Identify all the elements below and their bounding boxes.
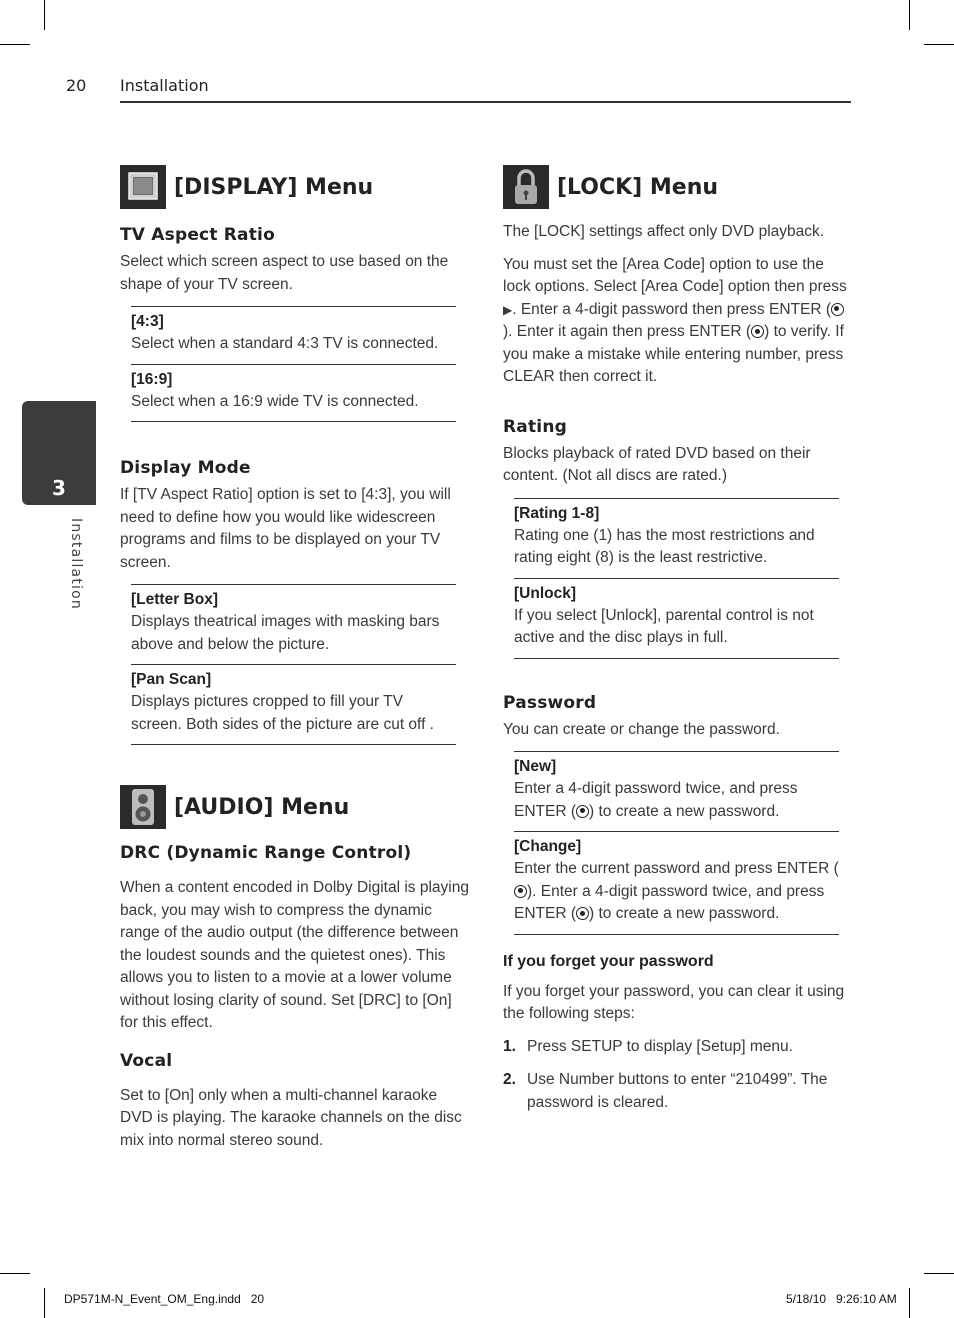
option-item bbox=[131, 665, 456, 745]
audio-menu-title: [AUDIO] Menu bbox=[174, 794, 350, 820]
chapter-number: 3 bbox=[52, 476, 66, 500]
display-mode-options bbox=[131, 584, 456, 745]
header-rule bbox=[120, 101, 851, 103]
chapter-label: Installation bbox=[68, 518, 84, 610]
rating-options bbox=[514, 498, 839, 659]
right-column bbox=[503, 165, 853, 1125]
display-mode-text: If [TV Aspect Ratio] option is set to [4:3], you will need to define how you would like widescreen programs and films to be displayed on your TV screen. bbox=[120, 486, 451, 571]
option-description: If you select [Unlock], parental control is not active and the disc plays in full. bbox=[514, 606, 814, 646]
option-label: [Pan Scan] bbox=[131, 671, 212, 688]
option-label: [16:9] bbox=[131, 370, 173, 388]
padlock-icon bbox=[503, 165, 549, 209]
crop-mark bbox=[44, 0, 45, 30]
lock-text-2: . Enter a 4-digit password then press ENTER ( bbox=[512, 300, 831, 318]
change-text-c: ) to create a new password. bbox=[589, 905, 780, 922]
lock-text-4: ) to verify. If you make a mistake while entering number, press CLEAR then correct it. bbox=[503, 323, 844, 385]
lock-menu-heading bbox=[503, 165, 853, 209]
display-menu-title: [DISPLAY] Menu bbox=[174, 174, 374, 200]
page-number: 20 bbox=[66, 76, 87, 95]
footer-timestamp: 5/18/10 9:26:10 AM bbox=[786, 1292, 897, 1306]
option-item bbox=[131, 307, 456, 365]
rating-heading: Rating bbox=[503, 416, 567, 437]
option-item bbox=[131, 365, 456, 423]
option-description: Rating one (1) has the most restrictions and rating eight (8) is the least restrictive. bbox=[514, 526, 815, 566]
step-text: Use Number buttons to enter “210499”. The password is cleared. bbox=[527, 1071, 828, 1111]
password-heading: Password bbox=[503, 692, 597, 713]
enter-icon bbox=[514, 885, 527, 898]
option-label: [Letter Box] bbox=[131, 591, 218, 608]
option-label: [Rating 1-8] bbox=[514, 504, 600, 522]
step-text: Press SETUP to display [Setup] menu. bbox=[527, 1037, 793, 1055]
footer-filename: DP571M-N_Event_OM_Eng.indd 20 bbox=[64, 1292, 265, 1306]
option-description: Select when a standard 4:3 TV is connected. bbox=[131, 335, 439, 352]
change-text-b: ). Enter a 4-digit password twice, and press ENTER ( bbox=[514, 882, 825, 922]
option-label: [Change] bbox=[514, 838, 582, 855]
password-options bbox=[514, 751, 839, 935]
crop-mark bbox=[0, 44, 30, 45]
lock-menu-title: [LOCK] Menu bbox=[557, 174, 719, 200]
left-column bbox=[120, 165, 470, 1162]
new-text-a: Enter a 4-digit password twice, and press ENTER ( bbox=[514, 780, 798, 820]
enter-icon bbox=[831, 303, 844, 316]
option-label: [New] bbox=[514, 758, 557, 775]
display-icon bbox=[120, 165, 166, 209]
crop-mark bbox=[909, 0, 910, 30]
enter-icon bbox=[576, 907, 589, 920]
option-label: [Unlock] bbox=[514, 584, 576, 602]
option-description bbox=[514, 778, 839, 823]
option-description bbox=[514, 858, 839, 926]
option-description: Select when a 16:9 wide TV is connected. bbox=[131, 392, 419, 410]
option-item bbox=[514, 579, 839, 659]
option-description: Displays pictures cropped to fill your TV screen. Both sides of the picture are cut off . bbox=[131, 693, 434, 733]
option-description: Displays theatrical images with masking bars above and below the picture. bbox=[131, 613, 440, 653]
display-mode-heading: Display Mode bbox=[120, 458, 251, 478]
change-text-a: Enter the current password and press ENTER ( bbox=[514, 860, 839, 877]
enter-icon bbox=[751, 325, 764, 338]
vocal-heading: Vocal bbox=[120, 1050, 173, 1071]
step-number: 1. bbox=[503, 1037, 516, 1055]
tv-aspect-text: Select which screen aspect to use based on the shape of your TV screen. bbox=[120, 253, 449, 293]
crop-mark bbox=[909, 1288, 910, 1318]
list-item bbox=[503, 1036, 853, 1059]
password-text: You can create or change the password. bbox=[503, 720, 780, 738]
drc-heading: DRC (Dynamic Range Control) bbox=[120, 843, 412, 863]
rating-text: Blocks playback of rated DVD based on their content. (Not all discs are rated.) bbox=[503, 444, 811, 484]
tv-aspect-heading: TV Aspect Ratio bbox=[120, 225, 275, 245]
crop-mark bbox=[44, 1288, 45, 1318]
section-title: Installation bbox=[120, 76, 209, 95]
forget-password-heading: If you forget your password bbox=[503, 952, 714, 970]
crop-mark bbox=[924, 44, 954, 45]
option-label: [4:3] bbox=[131, 313, 164, 330]
tv-aspect-options bbox=[131, 306, 456, 422]
forget-steps bbox=[503, 1036, 853, 1115]
drc-text: When a content encoded in Dolby Digital is playing back, you may wish to compress the dynamic range of the audio output (the difference between the loudest sounds and the quietest ones). This allows you to listen to a movie at a lower volume without losing clarity of sound. Set [DRC] to [On] for this effect. bbox=[120, 879, 469, 1031]
lock-text-3: ). Enter it again then press ENTER ( bbox=[503, 323, 752, 340]
step-number: 2. bbox=[503, 1071, 516, 1088]
lock-text-1: You must set the [Area Code] option to use the lock options. Select [Area Code] option then press bbox=[503, 255, 847, 295]
option-item bbox=[131, 585, 456, 665]
option-item bbox=[514, 832, 839, 935]
lock-instructions bbox=[503, 254, 853, 389]
audio-menu-heading bbox=[120, 785, 470, 829]
speaker-icon bbox=[120, 785, 166, 829]
crop-mark bbox=[924, 1273, 954, 1274]
lock-intro: The [LOCK] settings affect only DVD playback. bbox=[503, 223, 825, 240]
option-item bbox=[514, 499, 839, 579]
list-item bbox=[503, 1069, 853, 1114]
enter-icon bbox=[576, 805, 589, 818]
option-item bbox=[514, 752, 839, 832]
forget-password-text: If you forget your password, you can clear it using the following steps: bbox=[503, 982, 845, 1022]
vocal-text: Set to [On] only when a multi-channel karaoke DVD is playing. The karaoke channels on the disc mix into normal stereo sound. bbox=[120, 1086, 462, 1149]
display-menu-heading bbox=[120, 165, 470, 209]
play-arrow-icon: ▶ bbox=[503, 302, 513, 317]
crop-mark bbox=[0, 1273, 30, 1274]
new-text-b: ) to create a new password. bbox=[589, 802, 780, 820]
